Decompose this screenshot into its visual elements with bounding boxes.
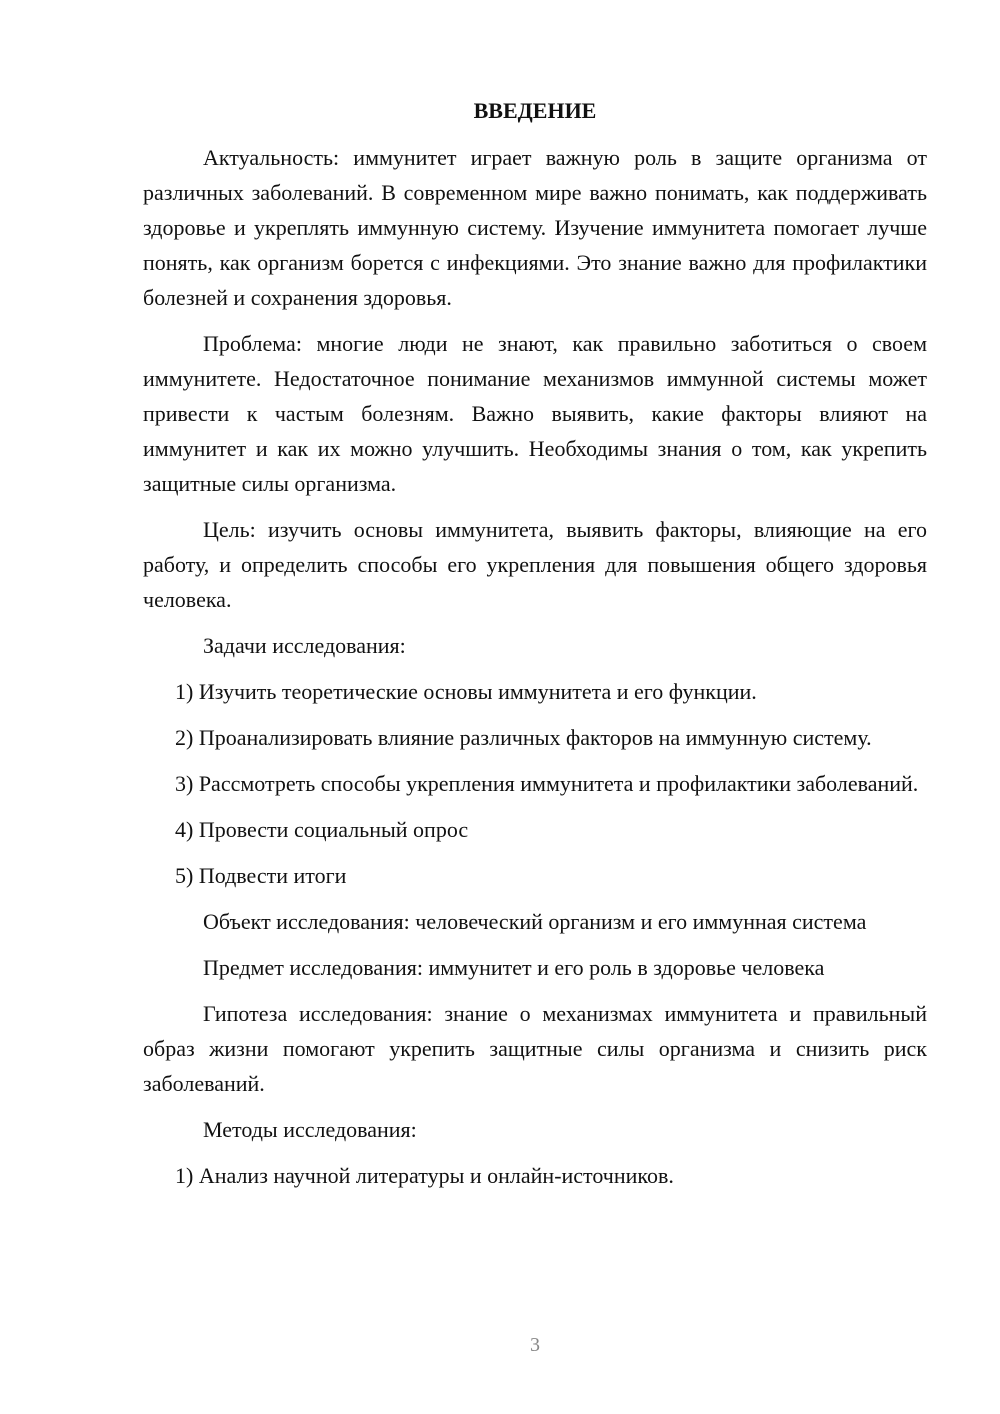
paragraph-goal: Цель: изучить основы иммунитета, выявить факторы, влияющие на его работу, и определить способы его укрепления для повышения общего здоровья человека. xyxy=(143,517,927,612)
paragraph-subject: Предмет исследования: иммунитет и его роль в здоровье человека xyxy=(203,955,825,980)
task-item-2: 2) Проанализировать влияние различных факторов на иммунную систему. xyxy=(175,725,872,750)
methods-heading: Методы исследования: xyxy=(203,1117,417,1142)
task-item-1: 1) Изучить теоретические основы иммунитета и его функции. xyxy=(175,679,757,704)
task-item-4: 4) Провести социальный опрос xyxy=(175,817,469,842)
page-number: 3 xyxy=(530,1334,540,1356)
task-item-5: 5) Подвести итоги xyxy=(175,863,347,888)
method-item-1: 1) Анализ научной литературы и онлайн-источников. xyxy=(175,1163,674,1188)
task-item-3: 3) Рассмотреть способы укрепления иммунитета и профилактики заболеваний. xyxy=(175,771,919,796)
document-body xyxy=(143,96,927,1204)
paragraph-object: Объект исследования: человеческий организм и его иммунная система xyxy=(203,909,867,934)
paragraph-relevance: Актуальность: иммунитет играет важную роль в защите организма от различных заболеваний. В современном мире важно понимать, как поддерживать здоровье и укреплять иммунную систему. Изучение иммунитета помогает лучше понять, как организм борется с инфекциями. Это знание важно для профилактики болезней и сохранения здоровья. xyxy=(143,145,927,310)
page-title: ВВЕДЕНИЕ xyxy=(473,98,597,123)
paragraph-problem: Проблема: многие люди не знают, как правильно заботиться о своем иммунитете. Недостаточное понимание механизмов иммунной системы может привести к частым болезням. Важно выявить, какие факторы влияют на иммунитет и как их можно улучшить. Необходимы знания о том, как укрепить защитные силы организма. xyxy=(143,331,927,496)
tasks-heading: Задачи исследования: xyxy=(203,633,406,658)
paragraph-hypothesis: Гипотеза исследования: знание о механизмах иммунитета и правильный образ жизни помогают укрепить защитные силы организма и снизить риск заболеваний. xyxy=(143,1001,927,1096)
